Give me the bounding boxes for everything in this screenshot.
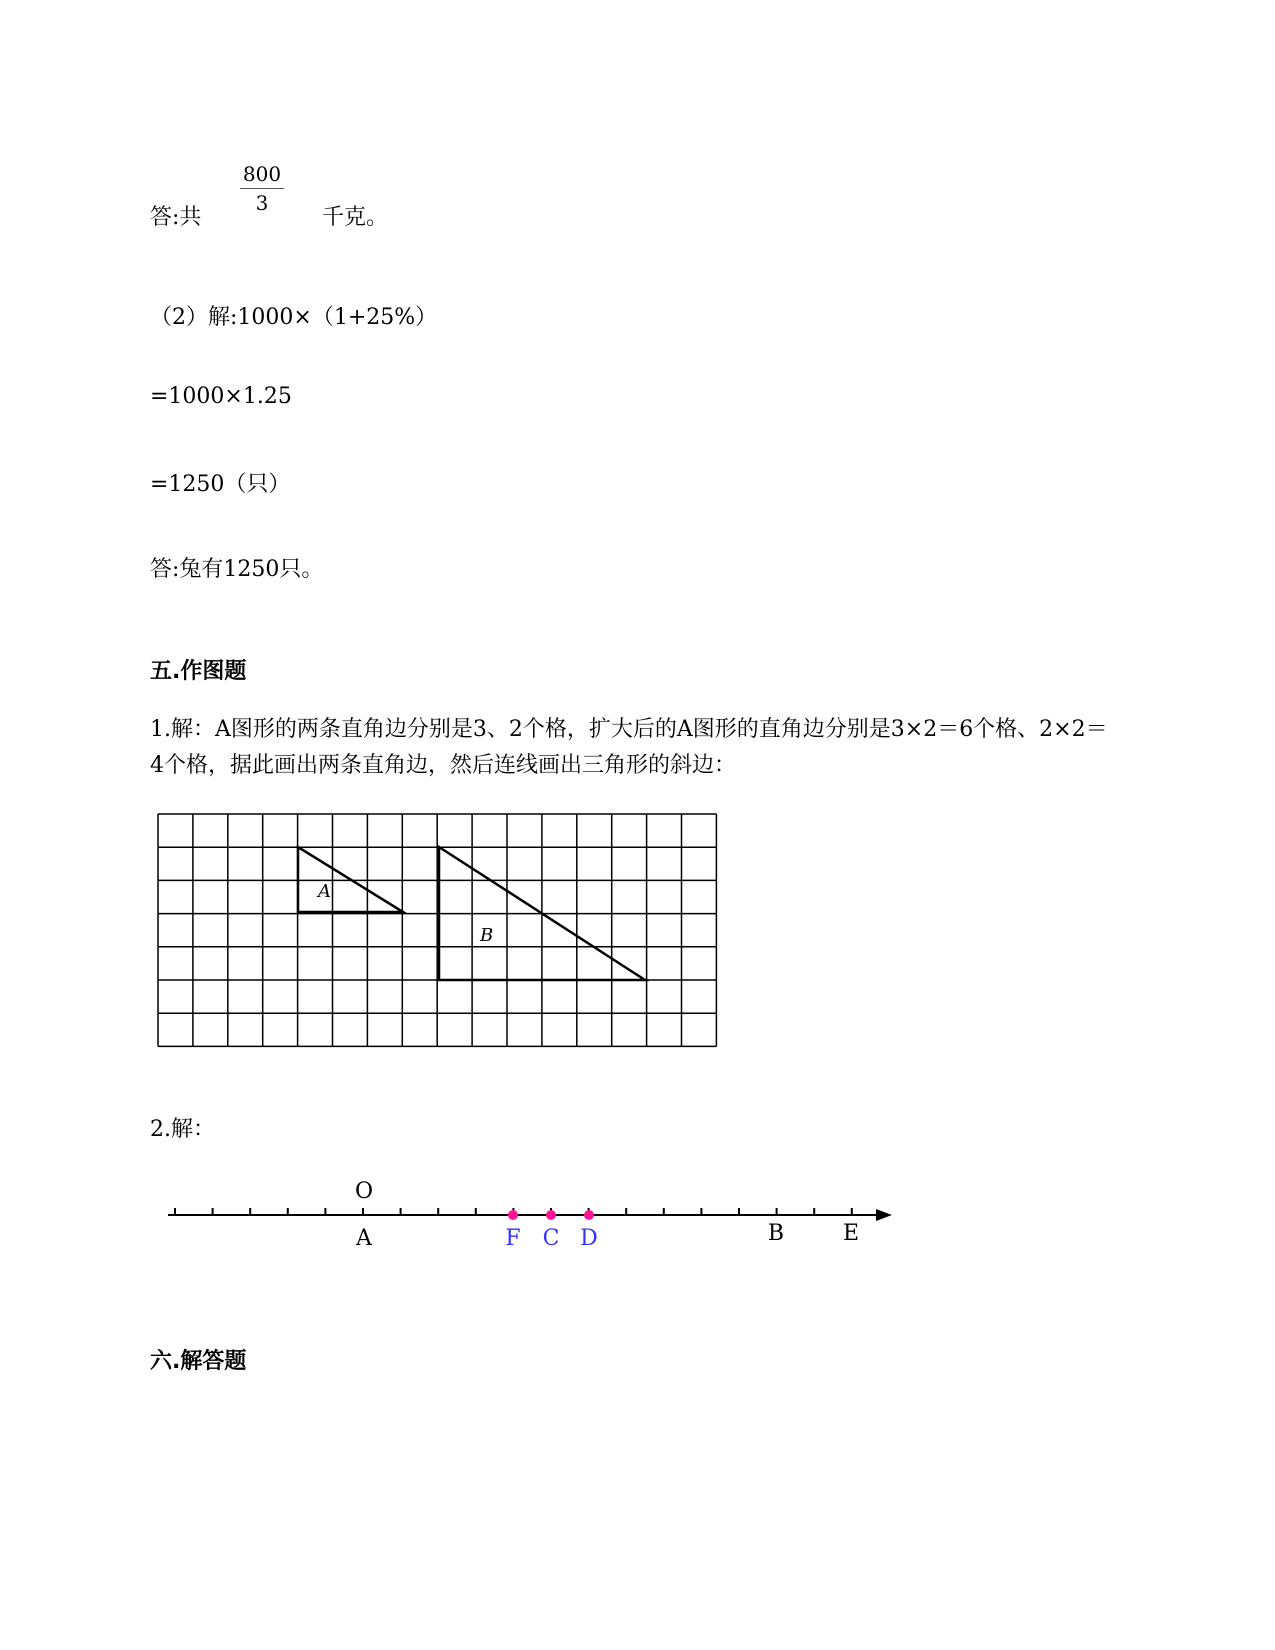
label-b: B [767, 1221, 785, 1246]
fraction-numerator: 800 [242, 162, 282, 186]
part2-line1: （2）解:1000×（1+25%） [150, 305, 438, 330]
label-e: E [842, 1221, 860, 1246]
answer-suffix: 千克。 [322, 205, 389, 230]
part2-line2: =1000×1.25 [150, 384, 292, 409]
q1-text: 1.解：A图形的两条直角边分别是3、2个格，扩大后的A图形的直角边分别是3×2＝6个格、2×2＝4个格，据此画出两条直角边，然后连线画出三角形的斜边： [150, 717, 1108, 778]
number-line-arrow [876, 1209, 892, 1221]
label-a: A [356, 1226, 372, 1251]
triangle-b-label: B [480, 925, 494, 946]
triangle-a-label: A [318, 881, 331, 902]
label-o: O [354, 1180, 374, 1204]
answer-prefix: 答:共 [150, 205, 202, 230]
point-d [584, 1210, 594, 1220]
number-line-diagram [160, 1180, 900, 1260]
triangle-a [298, 847, 403, 912]
label-d: D [580, 1226, 598, 1251]
grid-diagram [150, 810, 870, 1060]
fraction [240, 162, 284, 215]
section5-title: 五.作图题 [150, 659, 247, 684]
label-f: F [505, 1226, 521, 1251]
label-c: C [542, 1226, 560, 1251]
q2-text: 2.解： [150, 1117, 215, 1142]
point-c [546, 1210, 556, 1220]
grid [158, 814, 716, 1046]
section6-title: 六.解答题 [150, 1349, 247, 1374]
fraction-denominator: 3 [255, 191, 269, 215]
point-f [508, 1210, 518, 1220]
fraction-bar [240, 188, 284, 189]
part2-line3: =1250（只） [150, 472, 291, 497]
part2-answer: 答:兔有1250只。 [150, 557, 324, 582]
